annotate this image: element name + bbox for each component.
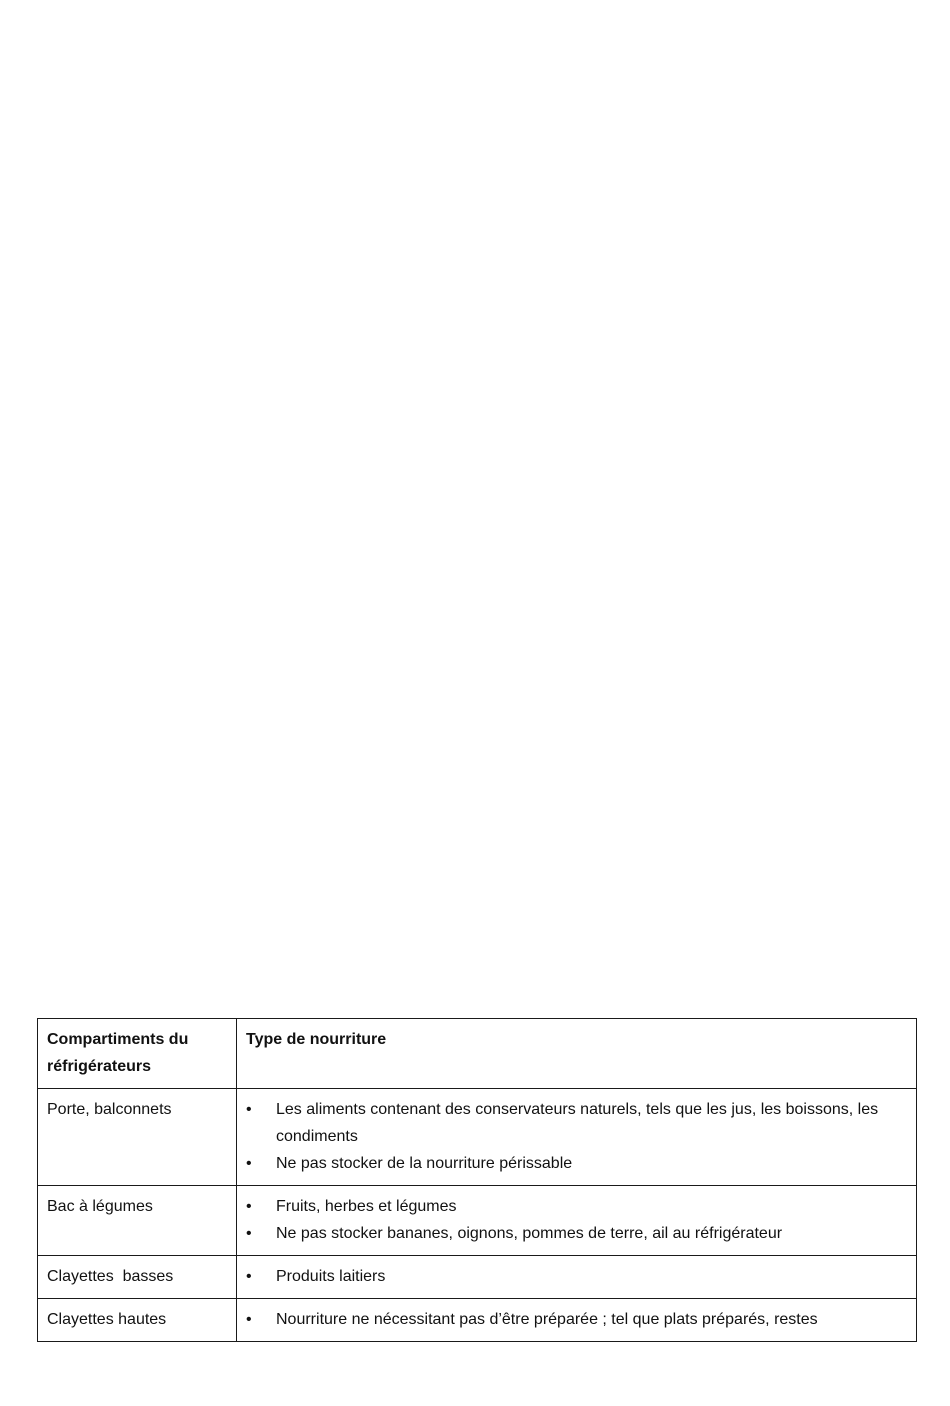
list-item-text: Fruits, herbes et légumes bbox=[276, 1198, 457, 1215]
food-list bbox=[246, 1096, 907, 1177]
bullet-icon: • bbox=[246, 1311, 252, 1328]
table-row bbox=[38, 1186, 917, 1256]
table-row bbox=[38, 1299, 917, 1342]
list-item-text: Nourriture ne nécessitant pas d’être préparée ; tel que plats préparés, restes bbox=[276, 1311, 818, 1328]
list-item bbox=[246, 1193, 907, 1220]
list-item-text: Les aliments contenant des conservateurs naturels, tels que les jus, les boissons, les condiments bbox=[276, 1101, 879, 1145]
table-row bbox=[38, 1256, 917, 1299]
food-list bbox=[246, 1306, 907, 1333]
food-list bbox=[246, 1263, 907, 1290]
list-item bbox=[246, 1096, 907, 1150]
list-item-text: Ne pas stocker bananes, oignons, pommes de terre, ail au réfrigérateur bbox=[276, 1225, 783, 1242]
list-item-text: Ne pas stocker de la nourriture périssable bbox=[276, 1155, 573, 1172]
food-type-cell bbox=[237, 1186, 917, 1256]
food-type-cell bbox=[237, 1256, 917, 1299]
bullet-icon: • bbox=[246, 1155, 252, 1172]
bullet-icon: • bbox=[246, 1225, 252, 1242]
header-food-type: Type de nourriture bbox=[237, 1019, 917, 1089]
bullet-icon: • bbox=[246, 1268, 252, 1285]
bullet-icon: • bbox=[246, 1198, 252, 1215]
food-type-cell bbox=[237, 1299, 917, 1342]
list-item bbox=[246, 1306, 907, 1333]
table-row bbox=[38, 1089, 917, 1186]
food-list bbox=[246, 1193, 907, 1247]
list-item-text: Produits laitiers bbox=[276, 1268, 386, 1285]
list-item bbox=[246, 1263, 907, 1290]
compartment-cell: Bac à légumes bbox=[38, 1186, 237, 1256]
compartment-cell: Clayettes hautes bbox=[38, 1299, 237, 1342]
food-type-cell bbox=[237, 1089, 917, 1186]
list-item bbox=[246, 1220, 907, 1247]
list-item bbox=[246, 1150, 907, 1177]
fridge-storage-table bbox=[37, 1018, 917, 1342]
compartment-cell: Clayettes basses bbox=[38, 1256, 237, 1299]
table-header-row bbox=[38, 1019, 917, 1089]
header-compartment: Compartiments du réfrigérateurs bbox=[38, 1019, 237, 1089]
bullet-icon: • bbox=[246, 1101, 252, 1118]
compartment-cell: Porte, balconnets bbox=[38, 1089, 237, 1186]
